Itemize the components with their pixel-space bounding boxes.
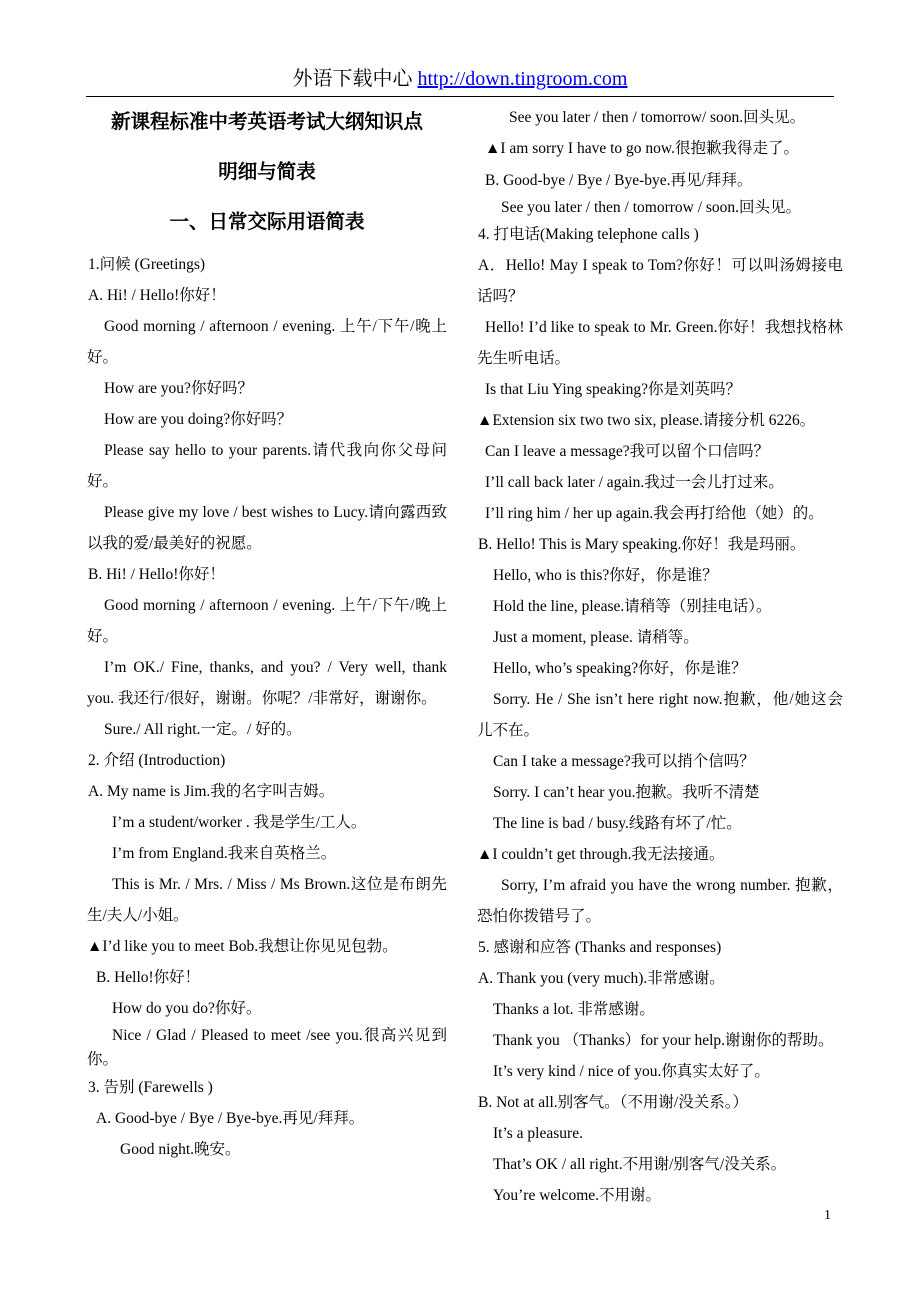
text-line: Just a moment, please. 请稍等。 xyxy=(493,629,699,646)
text-line: ▲I’d like you to meet Bob.我想让你见见包勃。 xyxy=(87,938,398,955)
text-line: Can I take a message?我可以捎个信吗？ xyxy=(493,753,755,770)
site-name: 外语下载中心 xyxy=(292,68,413,90)
text-line: B. Not at all.别客气。（不用谢/没关系。） xyxy=(478,1094,748,1111)
text-line: A. My name is Jim.我的名字叫吉姆。 xyxy=(88,783,335,800)
text-line: Hello, who’s speaking?你好，你是谁？ xyxy=(493,660,747,677)
text-line: ▲I am sorry I have to go now.很抱歉我得走了。 xyxy=(485,140,799,157)
document-title-line2: 明细与简表 xyxy=(218,160,316,183)
introduction-heading: 2. 介绍 (Introduction) xyxy=(88,752,226,769)
text-line: Sure./ All right.一定。/ 好的。 xyxy=(104,721,302,738)
text-line: Good morning / afternoon / evening. 上午/下午/晚上好。 xyxy=(87,597,447,645)
text-line: How are you?你好吗？ xyxy=(104,380,253,397)
text-line: B. Good-bye / Bye / Bye-bye.再见/拜拜。 xyxy=(485,172,753,189)
text-line: Hold the line, please.请稍等（别挂电话）。 xyxy=(493,598,772,615)
text-line: Hello! I’d like to speak to Mr. Green.你好！我想找格林先生听电话。 xyxy=(477,319,843,367)
right-column xyxy=(477,102,843,1211)
text-line: Sorry, I’m afraid you have the wrong number. 抱歉，恐怕你拨错号了。 xyxy=(477,877,843,925)
text-line: That’s OK / all right.不用谢/别客气/没关系。 xyxy=(493,1156,787,1173)
text-line: How are you doing?你好吗？ xyxy=(104,411,293,428)
text-line: A．Hello! May I speak to Tom?你好！可以叫汤姆接电话吗？ xyxy=(477,257,843,305)
text-line: Is that Liu Ying speaking?你是刘英吗？ xyxy=(485,381,742,398)
text-line: Thank you （Thanks）for your help.谢谢你的帮助。 xyxy=(493,1032,834,1049)
text-line: A. Thank you (very much).非常感谢。 xyxy=(478,970,725,987)
section-heading: 一、日常交际用语简表 xyxy=(169,210,365,233)
page-header xyxy=(0,66,920,92)
text-line: Sorry. He / She isn’t here right now.抱歉，他/她这会儿不在。 xyxy=(477,691,843,739)
text-line: ▲I couldn’t get through.我无法接通。 xyxy=(477,846,725,863)
text-line: Good morning / afternoon / evening. 上午/下午/晚上好。 xyxy=(87,318,447,366)
text-line: I’ll call back later / again.我过一会儿打过来。 xyxy=(485,474,784,491)
text-line: You’re welcome.不用谢。 xyxy=(493,1187,662,1204)
text-line: See you later / then / tomorrow/ soon.回头见。 xyxy=(509,109,806,126)
farewells-heading: 3. 告别 (Farewells ) xyxy=(88,1079,213,1096)
text-line: Can I leave a message?我可以留个口信吗？ xyxy=(485,443,770,460)
telephone-heading: 4. 打电话(Making telephone calls ) xyxy=(478,226,699,243)
site-url-link[interactable]: http://down.tingroom.com xyxy=(417,68,628,90)
text-line: The line is bad / busy.线路有坏了/忙。 xyxy=(493,815,742,832)
text-line: I’ll ring him / her up again.我会再打给他（她）的。 xyxy=(485,505,824,522)
text-line: B. Hello!你好！ xyxy=(96,969,201,986)
text-line: Please say hello to your parents.请代我向你父母问好。 xyxy=(87,442,447,490)
text-line: Nice / Glad / Pleased to meet /see you.很高兴见到你。 xyxy=(87,1027,447,1068)
text-line: I’m OK./ Fine, thanks, and you? / Very well, thank you. 我还行/很好，谢谢。你呢？/非常好，谢谢你。 xyxy=(87,659,447,707)
page-number: 1 xyxy=(824,1208,831,1223)
text-line: B. Hi! / Hello!你好！ xyxy=(88,566,225,583)
text-line: B. Hello! This is Mary speaking.你好！我是玛丽。 xyxy=(478,536,806,553)
left-column xyxy=(87,102,447,1165)
header-divider xyxy=(86,96,834,97)
text-line: I’m a student/worker . 我是学生/工人。 xyxy=(112,814,367,831)
text-line: A. Good-bye / Bye / Bye-bye.再见/拜拜。 xyxy=(96,1110,365,1127)
text-line: Good night.晚安。 xyxy=(120,1141,241,1158)
text-line: Sorry. I can’t hear you.抱歉。我听不清楚 xyxy=(493,784,760,801)
greetings-heading: 1.问候 (Greetings) xyxy=(88,256,206,273)
text-line: How do you do?你好。 xyxy=(112,1000,262,1017)
text-line: See you later / then / tomorrow / soon.回头见。 xyxy=(501,199,802,216)
text-line: This is Mr. / Mrs. / Miss / Ms Brown.这位是布朗先生/夫人/小姐。 xyxy=(87,876,447,924)
thanks-heading: 5. 感谢和应答 (Thanks and responses) xyxy=(478,939,722,956)
text-line: It’s a pleasure. xyxy=(493,1125,583,1142)
text-line: A. Hi! / Hello!你好！ xyxy=(88,287,226,304)
text-line: It’s very kind / nice of you.你真实太好了。 xyxy=(493,1063,770,1080)
text-line: Please give my love / best wishes to Lucy.请向露西致以我的爱/最美好的祝愿。 xyxy=(87,504,447,552)
document-title-line1: 新课程标准中考英语考试大纲知识点 xyxy=(110,110,423,133)
text-line: Thanks a lot. 非常感谢。 xyxy=(493,1001,655,1018)
text-line: I’m from England.我来自英格兰。 xyxy=(112,845,337,862)
text-line: ▲Extension six two two six, please.请接分机 6226。 xyxy=(477,412,816,429)
text-line: Hello, who is this?你好，你是谁？ xyxy=(493,567,718,584)
